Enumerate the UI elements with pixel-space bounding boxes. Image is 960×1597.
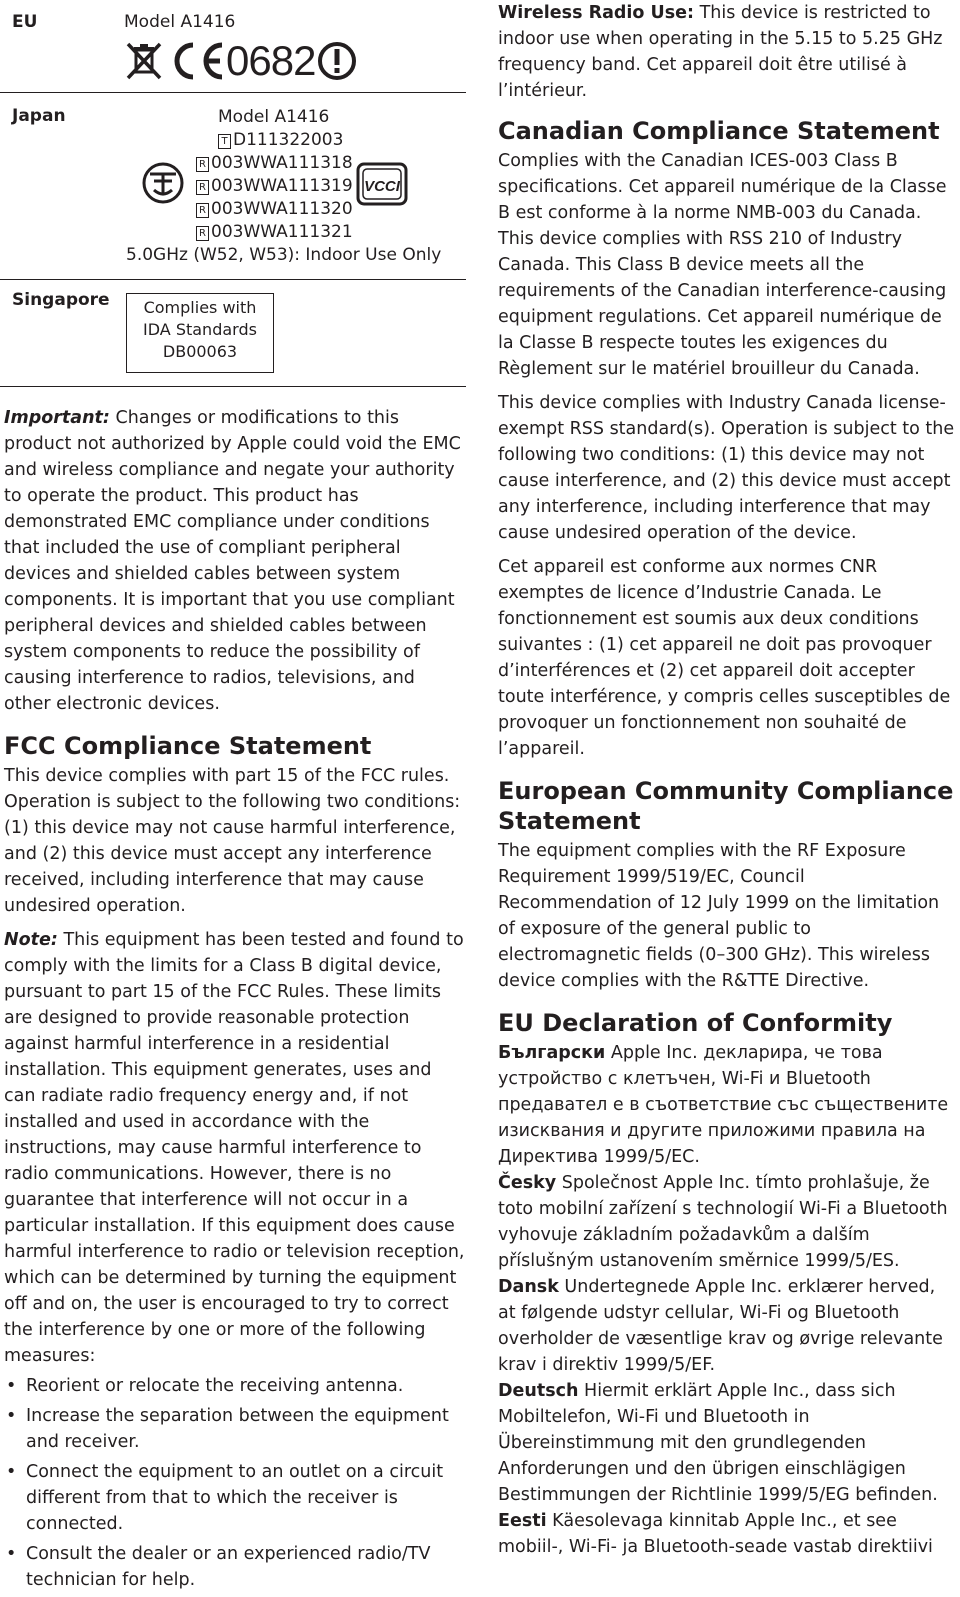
measures-list [4,1373,466,1593]
ida-line: DB00063 [162,342,238,361]
ce-mark-icon [168,39,226,83]
japan-t-code-line [218,129,418,152]
ec-paragraph: The equipment complies with the RF Exposure Requirement 1999/519/EC, Council Recommendation of 12 July 1999 on the limitation of exposure of the general public to electromagnetic fields (0–300 GHz). This wireless device complies with the R&TTE Directive. [498,841,940,991]
declaration-item: Eesti Käesolevaga kinnitab Apple Inc., et see mobiil-, Wi-Fi- ja Bluetooth-seade vastab direktiivi [498,1511,933,1557]
eu-model: Model A1416 [124,12,236,32]
japan-telec-mark-icon [140,160,186,206]
important-label: Important: [4,408,110,428]
declaration-item: Deutsch Hiermit erklärt Apple Inc., dass sich Mobiltelefon, Wi-Fi und Bluetooth in Übereinstimmung mit den grundlegenden Anforderungen und den übrigen einschlägigen Bestimmungen der Richtlinie 1999/5/EG befinden. [498,1381,938,1505]
important-paragraph: Important: Changes or modifications to this product not authorized by Apple could void the EMC and wireless compliance and negate your authority to operate the product. This product has demonstrated EMC compliance under conditions that included the use of compliant peripheral devices and shielded cables between system components. It is important that you use compliant peripheral devices and shielded cables between system components to reduce the possibility of causing interference to radios, televisions, and other electronic devices. [4,408,461,714]
japan-band-note: 5.0GHz (W52, W53): Indoor Use Only [126,245,442,265]
r-mark: R [196,180,209,195]
canada-paragraph: Complies with the Canadian ICES-003 Class B specifications. Cet appareil numérique de la Classe B est conforme à la norme NMB-003 du Canada. This device complies with RSS 210 of Industry Canada. This Class B device meets all the requirements of the Canadian interference-causing equipment regulations. Cet appareil numérique de la Classe B respecte toutes les exigences du Règlement sur le matériel brouilleur du Canada. [498,151,947,379]
declaration-item: Български Apple Inc. декларира, че това устройство с клетъчен, Wi-Fi и Bluetooth предавател е в съответствие със съществените изисквания и другите приложими правила на Директива 1999/5/ЕС. [498,1043,949,1167]
japan-model: Model A1416 [218,107,330,127]
left-column [4,405,466,1597]
canada-paragraph-fr: Cet appareil est conforme aux normes CNR exemptes de licence d’Industrie Canada. Le fonctionnement est soumis aux deux conditions suivantes : (1) cet appareil ne doit pas provoquer d’interférences et (2) cet appareil doit accepter toute interférence, y compris celles susceptibles de provoquer un fonctionnement non souhaité de l’appareil. [498,557,951,759]
list-item: • Connect the equipment to an outlet on a circuit different from that to which the receiver is connected. [4,1459,466,1537]
ida-line: IDA Standards [143,320,257,339]
declaration-item: Česky Společnost Apple Inc. tímto prohlašuje, že toto mobilní zařízení s technologií Wi-Fi a Bluetooth vyhovuje základním požadavkům a dalším příslušným ustanovením směrnice 1999/5/ES. [498,1173,948,1271]
ida-line: Complies with [143,298,257,317]
ce-notified-body-number: 0682 [226,37,316,84]
eu-marks [124,38,357,84]
declaration-language: Eesti [498,1511,547,1531]
right-column [498,0,958,1560]
r-mark: R [196,203,209,218]
fcc-paragraph: This device complies with part 15 of the FCC rules. Operation is subject to the following two conditions: (1) this device may not cause harmful interference, and (2) this device must accept any interference received, including interference that may cause undesired operation. [4,766,461,916]
eu-declaration-heading: EU Declaration of Conformity [498,1009,893,1037]
japan-r-code-line [196,221,418,244]
japan-r-code: 003WWA111319 [211,176,353,196]
wireless-paragraph: Wireless Radio Use: This device is restricted to indoor use when operating in the 5.15 to 5.25 GHz frequency band. Cet appareil doit être utilisé à l’intérieur. [498,3,943,101]
canada-paragraph: This device complies with Industry Canada license-exempt RSS standard(s). Operation is subject to the following two conditions: (1) this device may not cause interference, and (2) this device must accept any interference, including interference that may cause undesired operation of the device. [498,393,955,543]
japan-r-code: 003WWA111320 [211,199,353,219]
declaration-language: Česky [498,1173,557,1193]
ec-heading: European Community Compliance Statement [498,777,954,835]
vcci-logo-icon [356,162,408,206]
fcc-heading: FCC Compliance Statement [4,732,372,760]
divider [0,279,466,280]
divider [0,386,466,387]
declaration-item: Dansk Undertegnede Apple Inc. erklærer herved, at følgende udstyr cellular, Wi-Fi og Bluetooth overholder de væsentlige krav og øvrige relevante krav i direktiv 1999/5/EF. [498,1277,943,1375]
wireless-label: Wireless Radio Use: [498,3,695,23]
t-mark: T [218,134,231,149]
note-label: Note: [4,930,58,950]
alert-circle-icon [317,41,357,81]
declaration-language: Dansk [498,1277,559,1297]
weee-bin-icon [124,40,164,82]
declaration-language: Deutsch [498,1381,579,1401]
japan-r-code: 003WWA111318 [211,153,353,173]
list-item: • Reorient or relocate the receiving antenna. [4,1373,466,1399]
ida-compliance-box [126,293,274,373]
r-mark: R [196,157,209,172]
region-label-japan: Japan [12,106,66,126]
list-item: • Consult the dealer or an experienced radio/TV technician for help. [4,1541,466,1593]
declarations-list [498,1040,958,1560]
canada-heading: Canadian Compliance Statement [498,117,940,145]
list-item: • Increase the separation between the equipment and receiver. [4,1403,466,1455]
declaration-language: Български [498,1043,606,1063]
vcci-logo-text: VCCI [364,178,400,195]
japan-r-code: 003WWA111321 [211,222,353,242]
region-label-eu: EU [12,12,38,32]
r-mark: R [196,226,209,241]
note-paragraph: Note: This equipment has been tested and found to comply with the limits for a Class B digital device, pursuant to part 15 of the FCC Rules. These limits are designed to provide reasonable protection against harmful interference in a residential installation. This equipment generates, uses and can radiate radio frequency energy and, if not installed and used in accordance with the instructions, may cause harmful interference to radio communications. However, there is no guarantee that interference will not occur in a particular installation. If this equipment does cause harmful interference to radio or television reception, which can be determined by turning the equipment off and on, the user is encouraged to try to correct the interference by one or more of the following measures: [4,930,465,1366]
divider [0,92,466,93]
japan-t-code: D111322003 [233,130,344,150]
region-label-singapore: Singapore [12,290,110,310]
